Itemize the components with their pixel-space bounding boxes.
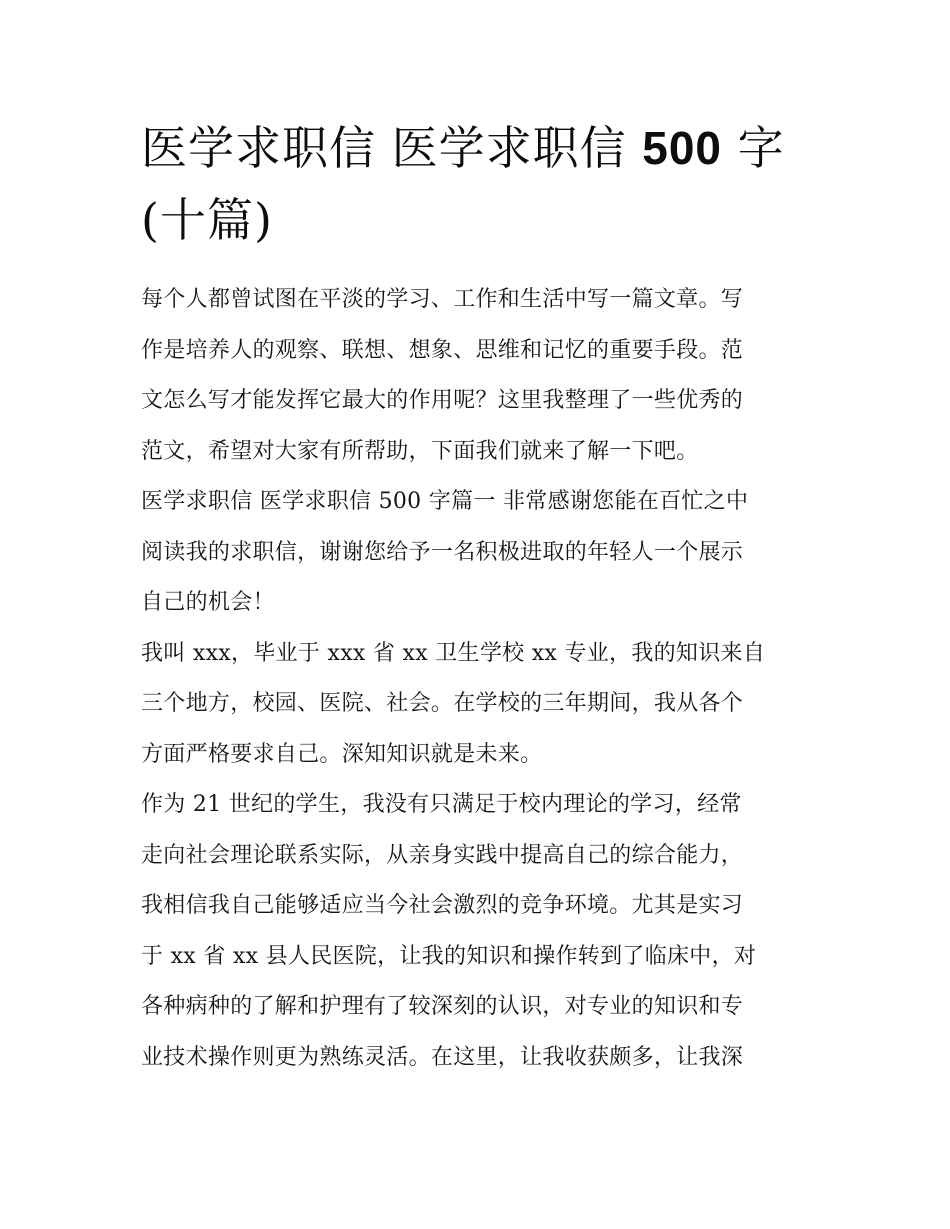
text-line: 作是培养人的观察、联想、想象、思维和记忆的重要手段。范	[141, 337, 744, 363]
text-line: 方面严格要求自己。深知知识就是未来。	[141, 741, 543, 767]
text-line: 自己的机会！	[141, 590, 275, 615]
title-line-2	[141, 184, 813, 256]
text-line: 各种病种的了解和护理有了较深刻的认识，对专业的知识和专	[141, 994, 744, 1019]
text-line: 于 xx 省 xx 县人民医院，让我的知识和操作转到了临床中，对	[141, 943, 757, 969]
document-title	[141, 112, 813, 256]
title-line-1-number: 500	[642, 122, 722, 174]
title-line-2-text: (十篇)	[141, 193, 273, 247]
text-line: 三个地方，校园、医院、社会。在学校的三年期间，我从各个	[141, 691, 744, 716]
text-line: 我相信我自己能够适应当今社会激烈的竞争环境。尤其是实习	[141, 893, 744, 918]
text-line: 医学求职信 医学求职信 500 字篇一 非常感谢您能在百忙之中	[141, 489, 749, 514]
body-text	[141, 275, 813, 1083]
title-line-1	[141, 112, 813, 184]
text-line: 文怎么写才能发挥它最大的作用呢？这里我整理了一些优秀的	[141, 388, 744, 413]
text-line: 每个人都曾试图在平淡的学习、工作和生活中写一篇文章。写	[141, 287, 744, 312]
text-line: 阅读我的求职信，谢谢您给予一名积极进取的年轻人一个展示	[141, 539, 744, 565]
text-line: 走向社会理论联系实际，从亲身实践中提高自己的综合能力，	[141, 842, 744, 868]
document-content	[141, 112, 813, 1083]
text-line: 业技术操作则更为熟练灵活。在这里，让我收获颇多，让我深	[141, 1044, 744, 1070]
title-line-1-text-a: 医学求职信 医学求职信	[141, 121, 643, 175]
text-line: 作为 21 世纪的学生，我没有只满足于校内理论的学习，经常	[141, 792, 742, 817]
title-line-1-text-b: 字	[722, 121, 785, 175]
text-line: 范文，希望对大家有所帮助，下面我们就来了解一下吧。	[141, 438, 699, 464]
text-line: 我叫 xxx，毕业于 xxx 省 xx 卫生学校 xx 专业，我的知识来自	[141, 640, 766, 666]
